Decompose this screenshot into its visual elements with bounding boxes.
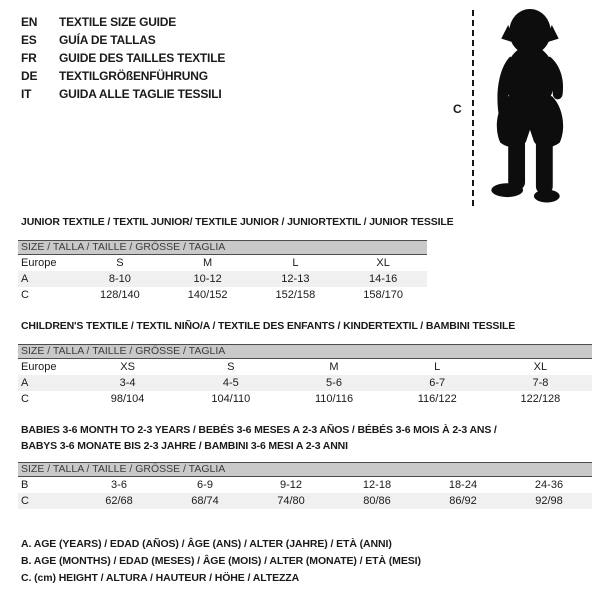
junior-size-table bbox=[18, 240, 427, 303]
size-cell: 68/74 bbox=[191, 495, 219, 507]
row-label: Europe bbox=[21, 257, 57, 269]
size-cell: 128/140 bbox=[99, 289, 140, 301]
size-cell: XS bbox=[120, 361, 135, 373]
size-cell: M bbox=[203, 257, 213, 269]
language-code: ES bbox=[21, 33, 37, 47]
size-cell: 104/110 bbox=[211, 393, 251, 405]
footnote-line: A. AGE (YEARS) / EDAD (AÑOS) / ÂGE (ANS) / ALTER (JAHRE) / ETÀ (ANNI) bbox=[21, 538, 392, 550]
size-cell: 8-10 bbox=[108, 273, 131, 285]
language-row bbox=[21, 85, 225, 103]
size-cell: 110/116 bbox=[314, 393, 354, 405]
size-cell: L bbox=[434, 361, 441, 373]
table-row bbox=[18, 391, 592, 407]
children-size-table bbox=[18, 344, 592, 407]
size-cell: 152/158 bbox=[275, 289, 316, 301]
babies-textile-heading bbox=[21, 422, 497, 454]
table-row bbox=[18, 375, 592, 391]
language-title: GUIDA ALLE TAGLIE TESSILI bbox=[59, 87, 222, 101]
size-cell: 3-6 bbox=[111, 479, 127, 491]
row-label: C bbox=[21, 393, 29, 405]
height-measure-label: C bbox=[453, 102, 462, 116]
size-header-bar: SIZE / TALLA / TAILLE / GRÖSSE / TAGLIA bbox=[18, 240, 427, 255]
language-title: TEXTILE SIZE GUIDE bbox=[59, 15, 177, 29]
size-cell: 158/170 bbox=[363, 289, 403, 301]
table-row bbox=[18, 287, 427, 303]
babies-size-table bbox=[18, 462, 592, 509]
size-cell: 6-7 bbox=[429, 377, 446, 389]
footnote-line: B. AGE (MONTHS) / EDAD (MESES) / ÂGE (MOIS) / ALTER (MONATE) / ETÀ (MESI) bbox=[21, 555, 421, 567]
size-cell: L bbox=[292, 257, 299, 269]
size-cell: S bbox=[116, 257, 124, 269]
size-cell: 12-13 bbox=[281, 273, 310, 285]
size-cell: XL bbox=[533, 361, 548, 373]
size-cell: 7-8 bbox=[532, 377, 549, 389]
heading-line: CHILDREN'S TEXTILE / TEXTIL NIÑO/A / TEXTILE DES ENFANTS / KINDERTEXTIL / BAMBINI TESSILE bbox=[21, 320, 516, 332]
row-label: A bbox=[21, 377, 29, 389]
table-row bbox=[18, 477, 592, 493]
size-cell: 92/98 bbox=[535, 495, 563, 507]
language-title: TEXTILGRÖßENFÜHRUNG bbox=[59, 69, 208, 83]
size-cell: S bbox=[227, 361, 235, 373]
size-cell: 116/122 bbox=[417, 393, 457, 405]
row-label: B bbox=[21, 479, 29, 491]
language-row bbox=[21, 13, 225, 31]
height-dashed-line bbox=[472, 10, 474, 206]
heading-line: BABIES 3-6 MONTH TO 2-3 YEARS / BEBÉS 3-6 MESES A 2-3 AÑOS / BÉBÉS 3-6 MOIS À 2-3 ANS / bbox=[21, 424, 497, 436]
size-cell: 5-6 bbox=[326, 377, 342, 389]
size-cell: 80/86 bbox=[363, 495, 391, 507]
size-cell: 9-12 bbox=[279, 479, 303, 491]
language-row bbox=[21, 49, 225, 67]
row-label: C bbox=[21, 495, 29, 507]
size-cell: 122/128 bbox=[520, 393, 561, 405]
row-label: C bbox=[21, 289, 29, 301]
size-cell: 10-12 bbox=[193, 273, 222, 285]
size-cell: 74/80 bbox=[277, 495, 305, 507]
language-row bbox=[21, 67, 225, 85]
size-cell: 24-36 bbox=[534, 479, 564, 491]
language-title: GUÍA DE TALLAS bbox=[59, 33, 156, 47]
table-row bbox=[18, 271, 427, 287]
size-cell: M bbox=[329, 361, 339, 373]
size-cell: 86/92 bbox=[449, 495, 477, 507]
language-row bbox=[21, 31, 225, 49]
children-textile-heading bbox=[21, 318, 515, 334]
table-row bbox=[18, 493, 592, 509]
size-cell: 14-16 bbox=[369, 273, 398, 285]
language-code: EN bbox=[21, 15, 38, 29]
heading-line: JUNIOR TEXTILE / TEXTIL JUNIOR/ TEXTILE JUNIOR / JUNIORTEXTIL / JUNIOR TESSILE bbox=[21, 216, 454, 228]
size-cell: 4-5 bbox=[222, 377, 239, 389]
language-code: DE bbox=[21, 69, 38, 83]
language-title: GUIDE DES TAILLES TEXTILE bbox=[59, 51, 226, 65]
size-header-bar: SIZE / TALLA / TAILLE / GRÖSSE / TAGLIA bbox=[18, 462, 592, 477]
size-cell: 3-4 bbox=[119, 377, 136, 389]
table-row bbox=[18, 255, 427, 271]
size-cell: 98/104 bbox=[110, 393, 145, 405]
language-code: IT bbox=[21, 87, 32, 101]
language-list bbox=[21, 13, 225, 103]
size-cell: 62/68 bbox=[105, 495, 133, 507]
heading-line: BABYS 3-6 MONATE BIS 2-3 JAHRE / BAMBINI 3-6 MESI A 2-3 ANNI bbox=[21, 440, 348, 452]
size-cell: 140/152 bbox=[187, 289, 228, 301]
size-cell: 18-24 bbox=[448, 479, 478, 491]
language-code: FR bbox=[21, 51, 37, 65]
junior-textile-heading bbox=[21, 214, 453, 230]
size-cell: 12-18 bbox=[362, 479, 392, 491]
footnotes bbox=[21, 536, 421, 587]
row-label: A bbox=[21, 273, 29, 285]
size-cell: XL bbox=[376, 257, 390, 269]
baby-silhouette-icon bbox=[480, 7, 576, 205]
row-label: Europe bbox=[21, 361, 57, 373]
size-cell: 6-9 bbox=[197, 479, 213, 491]
table-row bbox=[18, 359, 592, 375]
footnote-line: C. (cm) HEIGHT / ALTURA / HAUTEUR / HÖHE / ALTEZZA bbox=[21, 572, 300, 584]
size-header-bar: SIZE / TALLA / TAILLE / GRÖSSE / TAGLIA bbox=[18, 344, 592, 359]
